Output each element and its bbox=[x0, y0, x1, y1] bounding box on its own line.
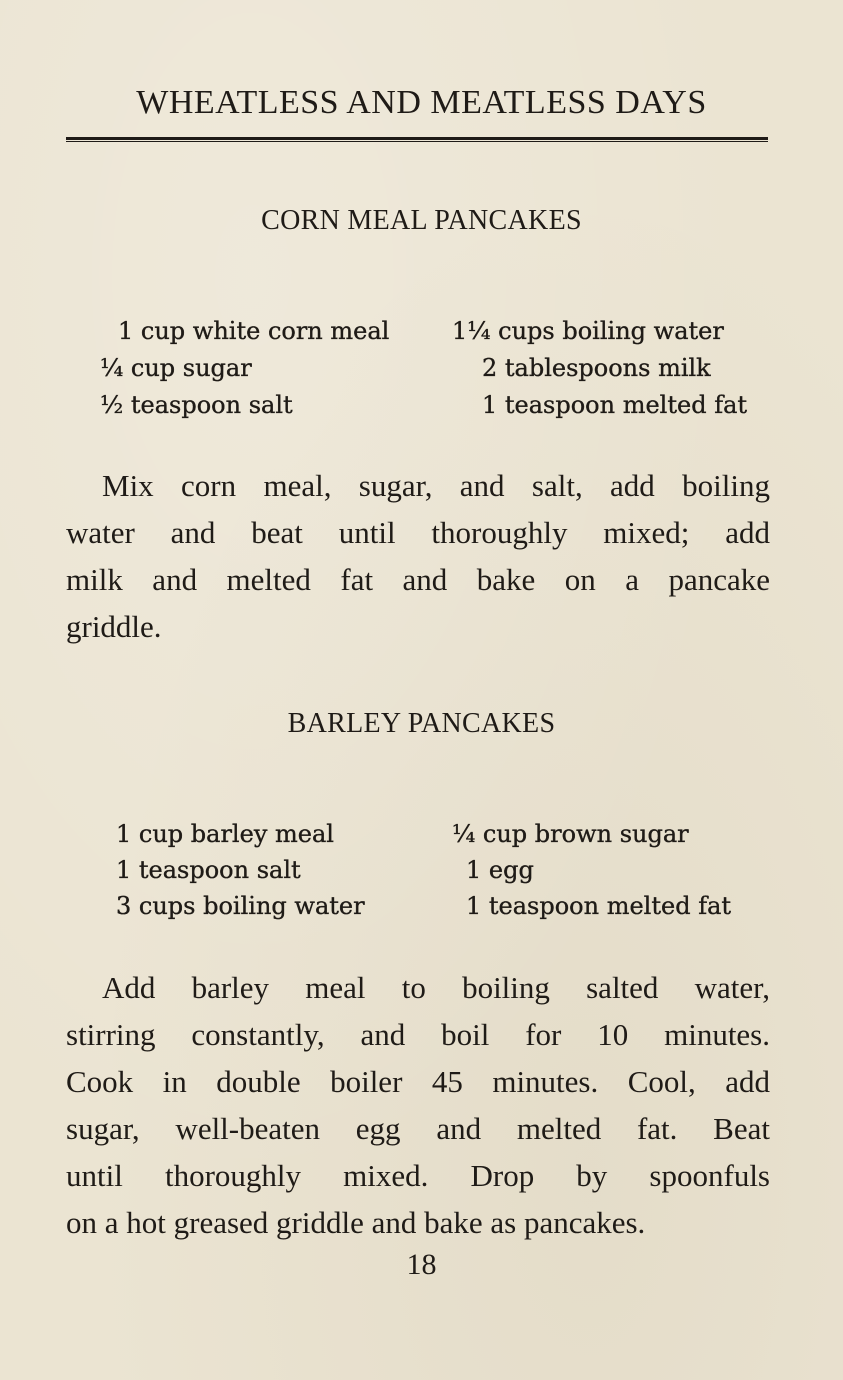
direction-line: griddle. bbox=[66, 609, 162, 644]
recipe-title-corn-meal: CORN MEAL PANCAKES bbox=[261, 205, 582, 236]
direction-line: water and beat until thoroughly mixed; add bbox=[66, 515, 770, 550]
ingredient-left-2: 1 teaspoon salt bbox=[116, 856, 301, 884]
ingredient-right-2: 2 tablespoons milk bbox=[482, 354, 711, 382]
ingredient-right-2: 1 egg bbox=[466, 856, 534, 884]
ingredient-left-1: 1 cup barley meal bbox=[116, 820, 334, 848]
recipe-directions-corn-meal bbox=[66, 462, 770, 650]
header-rule bbox=[66, 137, 768, 142]
direction-line: sugar, well-beaten egg and melted fat. Beat bbox=[66, 1111, 770, 1146]
direction-line: Cook in double boiler 45 minutes. Cool, add bbox=[66, 1064, 770, 1099]
ingredient-right-1: ¼ cup brown sugar bbox=[452, 820, 689, 848]
direction-line: milk and melted fat and bake on a pancake bbox=[66, 562, 770, 597]
recipe-title-barley: BARLEY PANCAKES bbox=[287, 708, 556, 739]
direction-line: Mix corn meal, sugar, and salt, add boiling bbox=[102, 468, 770, 503]
ingredient-right-3: 1 teaspoon melted fat bbox=[482, 391, 748, 419]
ingredient-right-3: 1 teaspoon melted fat bbox=[466, 892, 732, 920]
ingredient-left-1: 1 cup white corn meal bbox=[118, 317, 390, 345]
ingredient-left-3: ½ teaspoon salt bbox=[100, 391, 293, 419]
direction-line: on a hot greased griddle and bake as pancakes. bbox=[66, 1205, 646, 1240]
ingredient-left-2: ¼ cup sugar bbox=[100, 354, 252, 382]
direction-line: stirring constantly, and boil for 10 minutes. bbox=[66, 1017, 770, 1052]
direction-line: Add barley meal to boiling salted water, bbox=[102, 970, 770, 1005]
running-head: WHEATLESS AND MEATLESS DAYS bbox=[136, 84, 707, 121]
recipe-directions-barley bbox=[66, 964, 770, 1246]
ingredient-left-3: 3 cups boiling water bbox=[116, 892, 365, 920]
page-number: 18 bbox=[406, 1248, 437, 1281]
direction-line: until thoroughly mixed. Drop by spoonfuls bbox=[66, 1158, 770, 1193]
ingredient-right-1: 1¼ cups boiling water bbox=[452, 317, 724, 345]
